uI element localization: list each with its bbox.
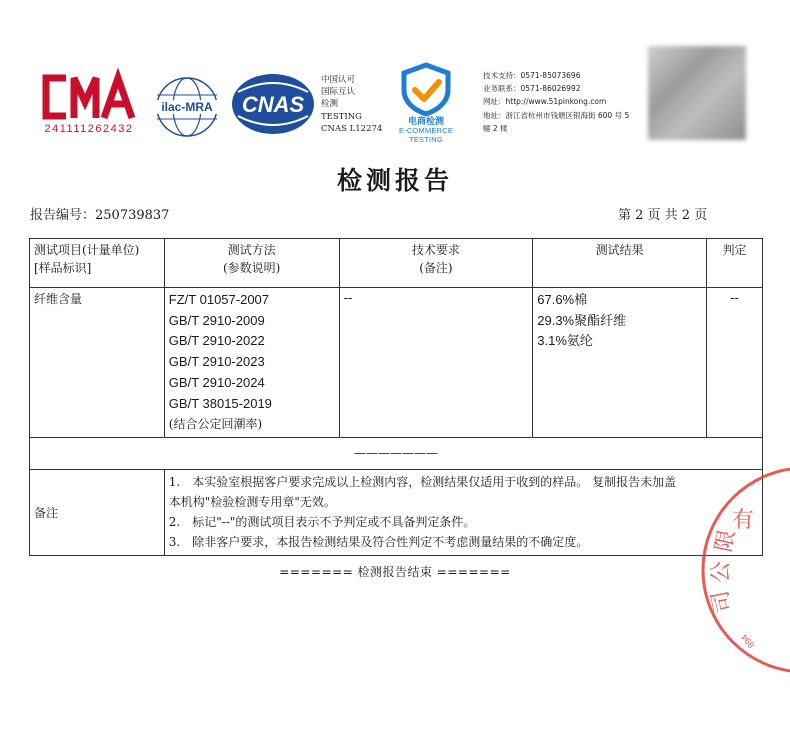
qr-code-blurred xyxy=(648,46,746,140)
remark-1-cont: 本机构"检验检测专用章"无效。 xyxy=(168,494,336,509)
remark-3: 3. 除非客户要求，本报告检测结果及符合性判定不考虑测量结果的不确定度。 xyxy=(168,534,589,549)
svg-text:司: 司 xyxy=(707,588,737,615)
cnas-logo xyxy=(230,72,316,136)
cell-requirement: -- xyxy=(339,288,533,438)
header-judgement: 判定 xyxy=(707,239,763,288)
svg-text:有: 有 xyxy=(732,508,755,533)
report-title: 检测报告 xyxy=(336,166,453,195)
seal-number: 894 xyxy=(739,632,757,651)
table-header-row xyxy=(30,239,763,288)
cma-mark-icon xyxy=(38,68,140,124)
separator-line: ——————— xyxy=(30,437,763,469)
svg-text:公: 公 xyxy=(709,560,734,583)
cma-code: 241111262432 xyxy=(44,123,134,135)
cell-judgement: -- xyxy=(707,288,763,438)
seal-text: 限 xyxy=(711,527,741,555)
contact-info xyxy=(483,69,643,135)
company-seal-stamp xyxy=(600,455,790,685)
ecommerce-en-label: E-COMMERCE TESTING xyxy=(398,126,454,144)
cnas-mark-icon xyxy=(230,72,316,136)
shield-check-icon xyxy=(388,62,464,116)
header-result: 测试结果 xyxy=(533,239,707,288)
contact-address: 地址：浙江省杭州市钱塘区银海街 600 号 5 xyxy=(483,110,630,120)
svg-text:CNAS: CNAS xyxy=(241,92,305,117)
ecommerce-cn-label: 电商检测 xyxy=(407,117,444,127)
ilac-globe-icon xyxy=(150,75,224,139)
report-number: 报告编号：250739837 xyxy=(30,208,170,223)
header-requirement: 技术要求 (备注) xyxy=(339,239,533,288)
header-item: 测试项目(计量单位) [样品标识] xyxy=(30,239,165,288)
remark-2: 2. 标记"--"的测试项目表示不予判定或不具备判定条件。 xyxy=(168,514,476,529)
contact-business: 业务联系：0571-86026992 xyxy=(483,84,581,94)
cma-logo xyxy=(38,68,140,142)
cell-item: 纤维含量 xyxy=(30,288,165,438)
svg-text:ilac-MRA: ilac-MRA xyxy=(161,100,213,114)
remark-label: 备注 xyxy=(30,469,165,555)
page-indicator: 第 2 页 共 2 页 xyxy=(618,208,708,223)
remark-1: 1. 本实验室根据客户要求完成以上检测内容，检测结果仅适用于收到的样品。 复制报告未加盖 xyxy=(168,474,677,489)
cnas-accreditation-text: 中国认可 国际互认 检测 TESTING CNAS L12274 xyxy=(321,75,383,134)
ilac-mra-logo xyxy=(150,75,224,139)
header-method: 测试方法 (参数说明) xyxy=(164,239,339,288)
contact-website: 网址：http://www.51pinkong.com xyxy=(483,97,607,107)
cell-methods: FZ/T 01057-2007 GB/T 2910-2009 GB/T 2910-2022 GB/T 2910-2023 GB/T 2910-2024 GB/T 38015-2019 (结合公定回潮率) xyxy=(164,288,339,438)
table-row xyxy=(30,288,763,438)
cell-results: 67.6%棉 29.3%聚酯纤维 3.1%氨纶 xyxy=(533,288,707,438)
ecommerce-testing-logo xyxy=(388,62,464,144)
contact-address-cont: 幢 2 楼 xyxy=(483,123,508,133)
report-end-marker: ======= 检测报告结束 ======= xyxy=(279,565,511,579)
contact-support: 技术支持：0571-85073696 xyxy=(483,71,581,80)
